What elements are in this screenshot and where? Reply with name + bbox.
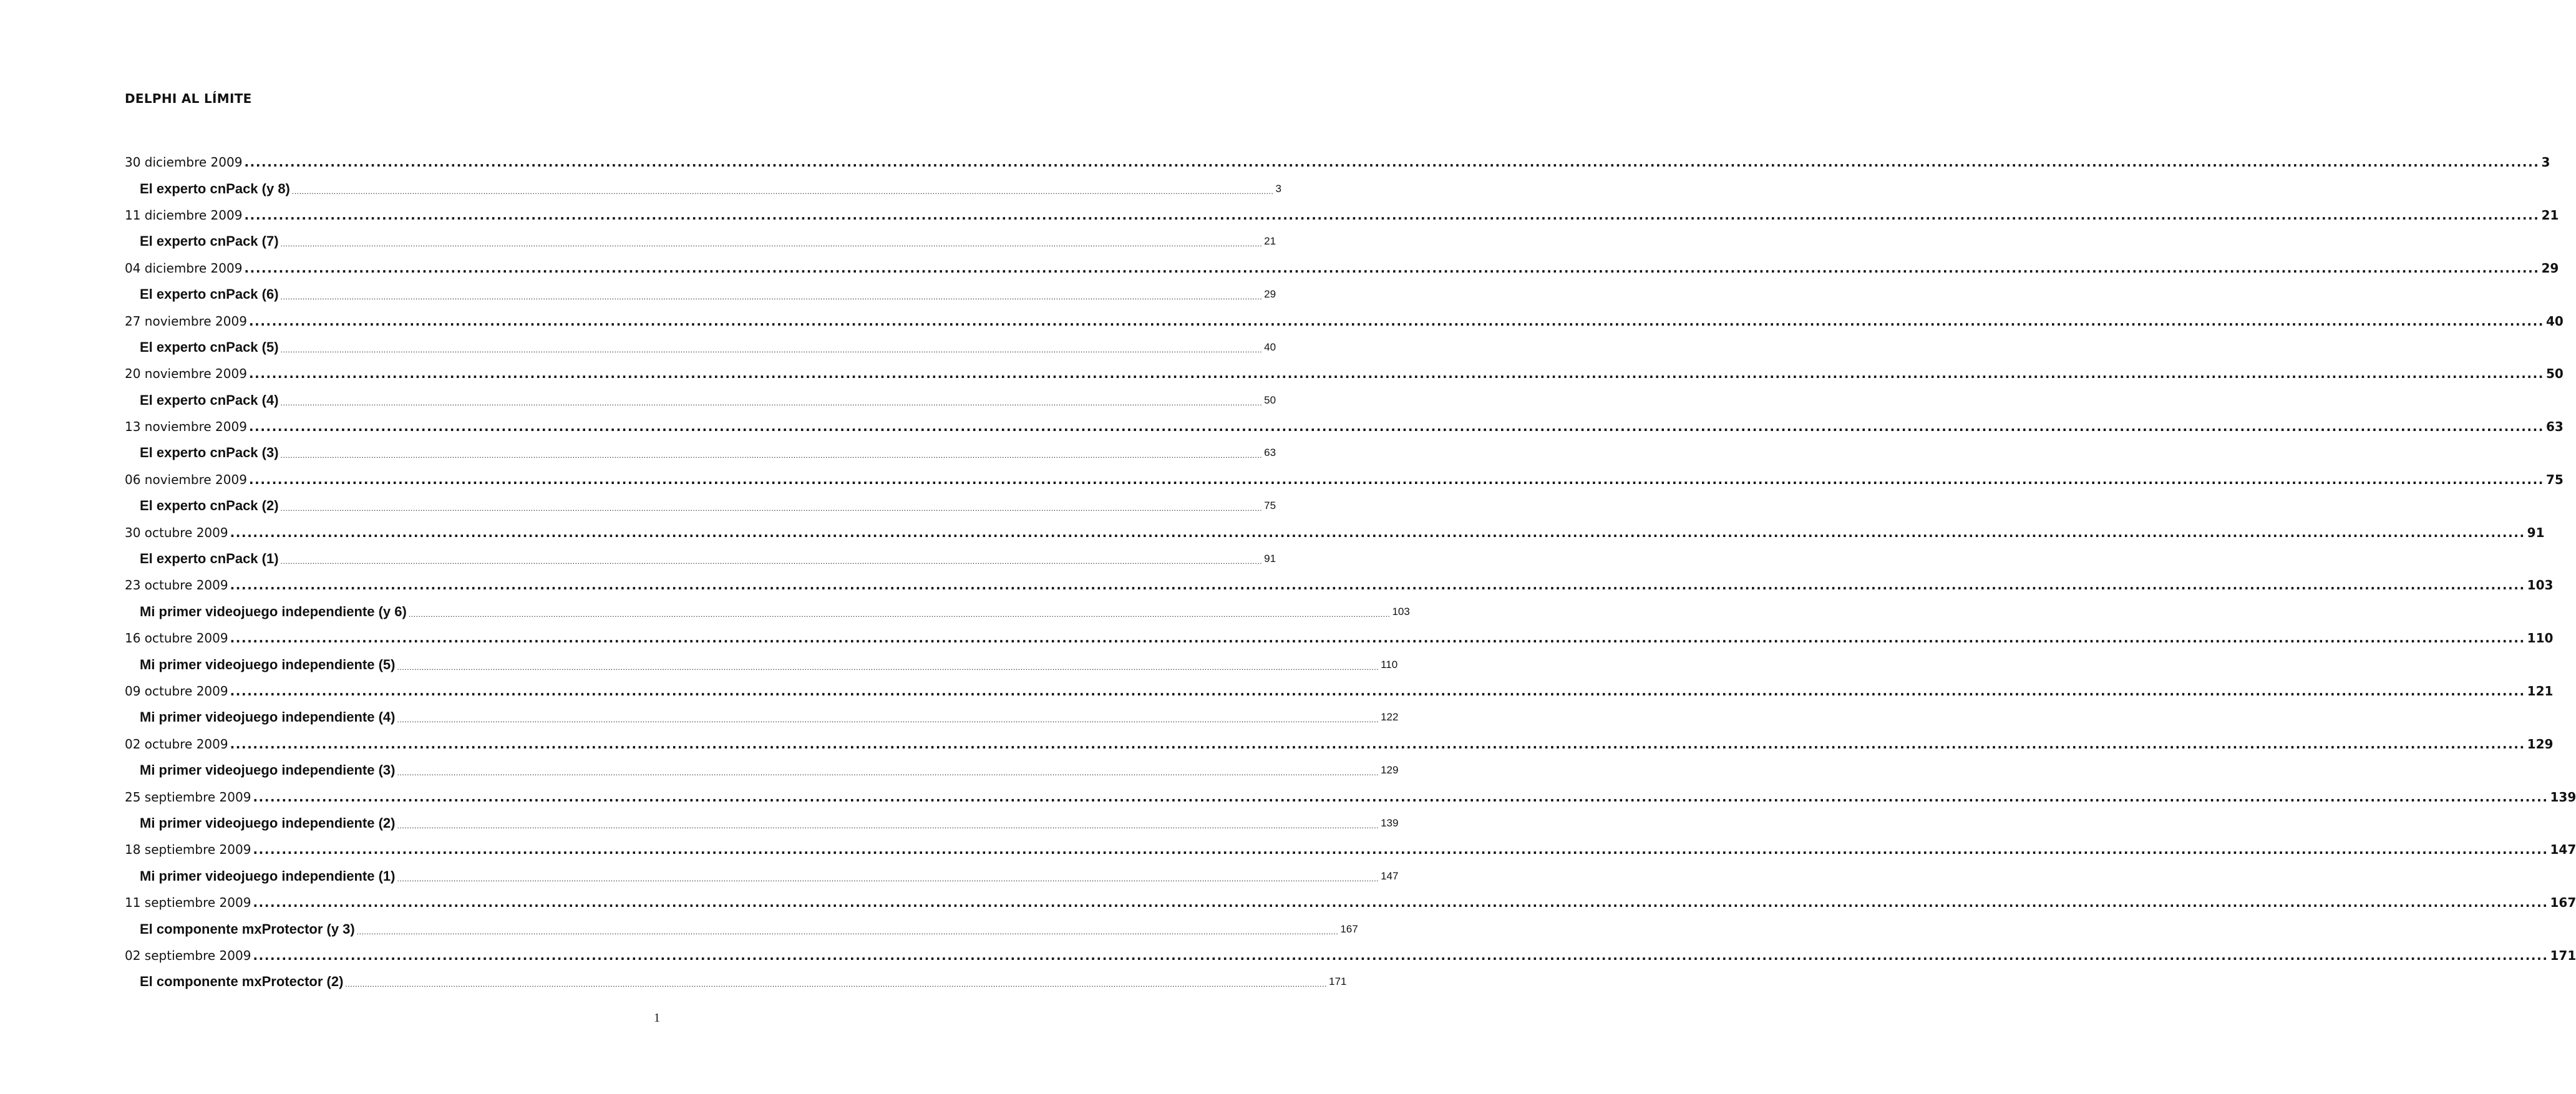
toc-date-entry[interactable] xyxy=(125,202,2559,228)
toc-dot-leader: ................................................................................................................................................................................................................................................................................................................................................................................................................ xyxy=(356,927,1339,936)
toc-dot-leader: ................................................................................................................................................................................................................................................................................................................................................................................................................ xyxy=(280,345,1263,354)
toc-dot-leader: ................................................................................................................................................................................................................................................................................................................................................................................................................ xyxy=(280,293,1263,302)
toc-entry-page: 171 xyxy=(2550,947,2576,963)
toc-article-entry[interactable] xyxy=(125,810,1399,836)
toc-entry-label: 23 octubre 2009 xyxy=(125,578,228,593)
toc-dot-leader: ................................................................................................................................................................................................................................................................................................................................................................................................................ xyxy=(248,472,2544,487)
toc-entry-label: 16 octubre 2009 xyxy=(125,631,228,646)
toc-entry-label: Mi primer videojuego independiente (3) xyxy=(140,762,396,778)
toc-dot-leader: ................................................................................................................................................................................................................................................................................................................................................................................................................ xyxy=(397,821,1379,830)
toc-entry-page: 91 xyxy=(1264,553,1276,565)
toc-entry-label: El experto cnPack (2) xyxy=(140,498,279,514)
table-of-contents xyxy=(125,149,2576,995)
toc-article-entry[interactable] xyxy=(125,440,1276,466)
toc-dot-leader: ................................................................................................................................................................................................................................................................................................................................................................................................................ xyxy=(397,874,1379,883)
toc-entry-page: 3 xyxy=(2541,155,2550,170)
toc-dot-leader: ................................................................................................................................................................................................................................................................................................................................................................................................................ xyxy=(253,789,2549,805)
toc-article-entry[interactable] xyxy=(125,704,1399,730)
toc-entry-page: 167 xyxy=(2550,895,2576,911)
toc-entry-page: 171 xyxy=(1328,975,1347,988)
toc-dot-leader: ................................................................................................................................................................................................................................................................................................................................................................................................................ xyxy=(397,662,1379,672)
toc-entry-label: 25 septiembre 2009 xyxy=(125,789,251,805)
toc-entry-label: El experto cnPack (5) xyxy=(140,339,279,355)
toc-dot-leader: ................................................................................................................................................................................................................................................................................................................................................................................................................ xyxy=(230,525,2525,540)
toc-article-entry[interactable] xyxy=(125,599,1410,625)
toc-article-entry[interactable] xyxy=(125,916,1358,942)
toc-entry-label: 09 octubre 2009 xyxy=(125,684,228,699)
toc-date-entry[interactable] xyxy=(125,307,2564,334)
toc-entry-page: 147 xyxy=(2550,842,2576,858)
toc-dot-leader: ................................................................................................................................................................................................................................................................................................................................................................................................................ xyxy=(244,207,2540,223)
toc-entry-label: El experto cnPack (1) xyxy=(140,551,279,567)
toc-entry-page: 147 xyxy=(1381,869,1399,882)
toc-date-entry[interactable] xyxy=(125,731,2554,757)
toc-dot-leader: ................................................................................................................................................................................................................................................................................................................................................................................................................ xyxy=(291,186,1274,196)
toc-dot-leader: ................................................................................................................................................................................................................................................................................................................................................................................................................ xyxy=(280,504,1263,513)
toc-entry-page: 75 xyxy=(2546,472,2564,487)
toc-entry-page: 129 xyxy=(2527,736,2554,752)
toc-article-entry[interactable] xyxy=(125,546,1276,572)
toc-entry-page: 75 xyxy=(1264,500,1276,512)
toc-date-entry[interactable] xyxy=(125,836,2576,863)
toc-entry-page: 129 xyxy=(1381,764,1399,777)
toc-entry-page: 40 xyxy=(2546,313,2564,329)
toc-entry-label: 20 noviembre 2009 xyxy=(125,366,247,382)
toc-date-entry[interactable] xyxy=(125,519,2545,545)
toc-article-entry[interactable] xyxy=(125,228,1276,254)
toc-dot-leader: ................................................................................................................................................................................................................................................................................................................................................................................................................ xyxy=(397,715,1379,725)
toc-entry-page: 29 xyxy=(2541,260,2559,276)
toc-article-entry[interactable] xyxy=(125,863,1399,889)
toc-entry-page: 121 xyxy=(2527,684,2554,699)
toc-entry-label: 30 diciembre 2009 xyxy=(125,155,243,170)
toc-entry-label: 11 diciembre 2009 xyxy=(125,207,243,223)
toc-date-entry[interactable] xyxy=(125,678,2554,704)
toc-dot-leader: ................................................................................................................................................................................................................................................................................................................................................................................................................ xyxy=(230,578,2525,593)
toc-entry-label: El componente mxProtector (y 3) xyxy=(140,921,355,937)
toc-article-entry[interactable] xyxy=(125,334,1276,361)
toc-article-entry[interactable] xyxy=(125,493,1276,519)
toc-entry-page: 40 xyxy=(1264,341,1276,353)
toc-entry-label: El experto cnPack (4) xyxy=(140,392,279,408)
toc-entry-label: Mi primer videojuego independiente (4) xyxy=(140,709,396,725)
toc-entry-label: El experto cnPack (3) xyxy=(140,445,279,461)
toc-dot-leader: ................................................................................................................................................................................................................................................................................................................................................................................................................ xyxy=(244,155,2540,170)
toc-entry-page: 50 xyxy=(2546,366,2564,382)
toc-entry-label: Mi primer videojuego independiente (2) xyxy=(140,815,396,831)
toc-dot-leader: ................................................................................................................................................................................................................................................................................................................................................................................................................ xyxy=(280,398,1263,407)
toc-entry-page: 139 xyxy=(2550,789,2576,805)
toc-entry-label: El experto cnPack (7) xyxy=(140,233,279,249)
toc-dot-leader: ................................................................................................................................................................................................................................................................................................................................................................................................................ xyxy=(253,947,2549,963)
toc-date-entry[interactable] xyxy=(125,625,2554,651)
toc-dot-leader: ................................................................................................................................................................................................................................................................................................................................................................................................................ xyxy=(345,980,1327,989)
toc-dot-leader: ................................................................................................................................................................................................................................................................................................................................................................................................................ xyxy=(248,419,2544,435)
toc-article-entry[interactable] xyxy=(125,281,1276,307)
page-number: 1 xyxy=(654,1011,660,1025)
toc-dot-leader: ................................................................................................................................................................................................................................................................................................................................................................................................................ xyxy=(408,609,1391,619)
toc-entry-label: El componente mxProtector (2) xyxy=(140,974,344,990)
toc-entry-page: 63 xyxy=(2546,419,2564,435)
toc-article-entry[interactable] xyxy=(125,175,1281,201)
toc-dot-leader: ................................................................................................................................................................................................................................................................................................................................................................................................................ xyxy=(280,557,1263,566)
toc-entry-page: 21 xyxy=(2541,207,2559,223)
toc-entry-page: 29 xyxy=(1264,288,1276,301)
toc-dot-leader: ................................................................................................................................................................................................................................................................................................................................................................................................................ xyxy=(244,260,2540,276)
toc-entry-label: El experto cnPack (y 8) xyxy=(140,180,290,196)
toc-date-entry[interactable] xyxy=(125,783,2576,810)
toc-date-entry[interactable] xyxy=(125,942,2576,969)
toc-date-entry[interactable] xyxy=(125,149,2550,175)
toc-dot-leader: ................................................................................................................................................................................................................................................................................................................................................................................................................ xyxy=(253,895,2549,911)
toc-entry-label: 13 noviembre 2009 xyxy=(125,419,247,435)
toc-entry-label: 06 noviembre 2009 xyxy=(125,472,247,487)
document-title: DELPHI AL LÍMITE xyxy=(125,91,252,106)
toc-dot-leader: ................................................................................................................................................................................................................................................................................................................................................................................................................ xyxy=(230,631,2525,646)
toc-date-entry[interactable] xyxy=(125,361,2564,387)
toc-dot-leader: ................................................................................................................................................................................................................................................................................................................................................................................................................ xyxy=(248,366,2544,382)
toc-entry-page: 50 xyxy=(1264,394,1276,406)
toc-date-entry[interactable] xyxy=(125,414,2564,440)
toc-dot-leader: ................................................................................................................................................................................................................................................................................................................................................................................................................ xyxy=(230,684,2525,699)
toc-dot-leader: ................................................................................................................................................................................................................................................................................................................................................................................................................ xyxy=(397,768,1379,778)
toc-entry-page: 110 xyxy=(2527,631,2554,646)
toc-entry-label: 18 septiembre 2009 xyxy=(125,842,251,858)
toc-entry-label: 02 octubre 2009 xyxy=(125,736,228,752)
toc-entry-page: 3 xyxy=(1275,182,1281,195)
toc-entry-page: 167 xyxy=(1340,922,1358,935)
toc-entry-page: 103 xyxy=(2527,578,2554,593)
toc-entry-label: 02 septiembre 2009 xyxy=(125,947,251,963)
toc-entry-label: 27 noviembre 2009 xyxy=(125,313,247,329)
toc-date-entry[interactable] xyxy=(125,467,2564,493)
toc-dot-leader: ................................................................................................................................................................................................................................................................................................................................................................................................................ xyxy=(230,736,2525,752)
toc-entry-label: 11 septiembre 2009 xyxy=(125,895,251,911)
toc-entry-label: Mi primer videojuego independiente (5) xyxy=(140,656,396,672)
toc-entry-page: 122 xyxy=(1381,711,1399,724)
toc-entry-page: 139 xyxy=(1381,816,1399,829)
toc-entry-label: Mi primer videojuego independiente (y 6) xyxy=(140,603,407,619)
toc-entry-page: 63 xyxy=(1264,447,1276,459)
toc-dot-leader: ................................................................................................................................................................................................................................................................................................................................................................................................................ xyxy=(248,313,2544,329)
toc-entry-page: 21 xyxy=(1264,235,1276,248)
toc-date-entry[interactable] xyxy=(125,572,2554,598)
toc-entry-page: 91 xyxy=(2527,525,2545,540)
toc-dot-leader: ................................................................................................................................................................................................................................................................................................................................................................................................................ xyxy=(280,451,1263,460)
toc-dot-leader: ................................................................................................................................................................................................................................................................................................................................................................................................................ xyxy=(253,842,2549,858)
toc-date-entry[interactable] xyxy=(125,889,2576,916)
toc-entry-page: 103 xyxy=(1392,605,1410,617)
toc-article-entry[interactable] xyxy=(125,651,1398,677)
toc-article-entry[interactable] xyxy=(125,757,1399,783)
toc-article-entry[interactable] xyxy=(125,969,1347,995)
toc-entry-label: Mi primer videojuego independiente (1) xyxy=(140,868,396,884)
toc-entry-label: 04 diciembre 2009 xyxy=(125,260,243,276)
toc-entry-label: El experto cnPack (6) xyxy=(140,286,279,303)
toc-entry-label: 30 octubre 2009 xyxy=(125,525,228,540)
toc-entry-page: 110 xyxy=(1381,658,1398,670)
toc-article-entry[interactable] xyxy=(125,387,1276,414)
toc-dot-leader: ................................................................................................................................................................................................................................................................................................................................................................................................................ xyxy=(280,240,1263,249)
toc-date-entry[interactable] xyxy=(125,255,2559,281)
